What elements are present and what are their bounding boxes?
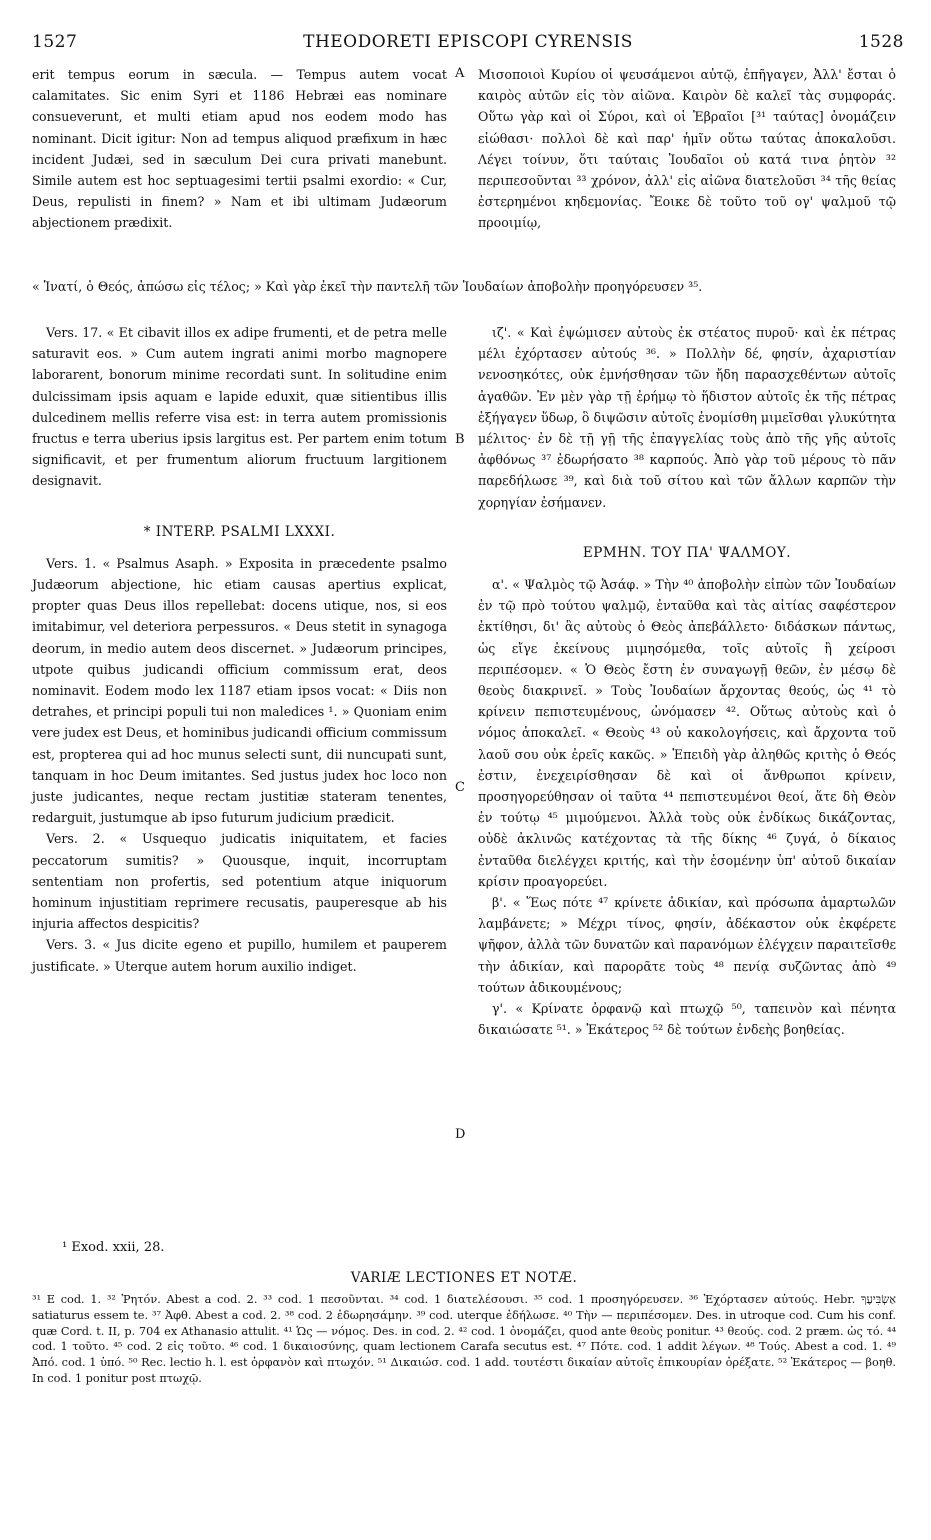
greek-paragraph: β'. « Ἕως πότε ⁴⁷ κρίνετε ἀδικίαν, καὶ πρόσωπα ἁμαρτωλῶν λαμβάνετε; » Μέχρι τίνος, φησίν, ἀδέκαστον οὐκ ἐκφέρετε ψῆφον, ἀλλὰ τῶν δυνατῶν καὶ παρανόμων ἐλέγχειν παραιτεῖσθε τὴν ἀδικίαν, καὶ παρορᾶτε τοὺς ⁴⁸ πενίᾳ συζῶντας ἀπὸ ⁴⁹ τούτων ἀδικουμένους; bbox=[478, 895, 896, 995]
margin-marker-c: C bbox=[455, 780, 465, 795]
margin-marker-b: B bbox=[455, 432, 465, 447]
greek-paragraph: γ'. « Κρίνατε ὀρφανῷ καὶ πτωχῷ ⁵⁰, ταπεινὸν καὶ πένητα δικαιώσατε ⁵¹. » Ἑκάτερος ⁵² δὲ τούτων ἐνδεὴς βοηθείας. bbox=[478, 1001, 896, 1038]
variant-readings bbox=[32, 1292, 896, 1387]
notes-heading: VARIÆ LECTIONES ET NOTÆ. bbox=[350, 1270, 578, 1286]
running-title: THEODORETI EPISCOPI CYRENSIS bbox=[303, 32, 633, 52]
greek-section-heading: ΕΡΜΗΝ. ΤΟΥ ΠΑ' ΨΑΛΜΟΥ. bbox=[582, 544, 792, 561]
greek-paragraph: ιζ'. « Καὶ ἐψώμισεν αὐτοὺς ἐκ στέατος πυροῦ· καὶ ἐκ πέτρας μέλι ἐχόρτασεν αὐτούς ³⁶. » Πολλὴν δέ, φησίν, ἀχαριστίαν νενοσηκότες, οὐκ ἐμνήσθησαν τῶν ἤδη παρασχεθέντων αὐτοῖς ἀγαθῶν. Ἐν μὲν γὰρ τῇ ἐρήμῳ τὸ ἥδιστον αὐτοῖς ἐκ τῆς πέτρας ἐξήγαγεν ὕδωρ, ὃ διψῶσιν αὐτοῖς ἐνομίσθη μιμεῖσθαι γλυκύτητα μέλιτος· ἐν δὲ τῇ γῇ τῆς ἐπαγγελίας τοὺς ἀπὸ τῆς γῆς αὐτοῖς ἀφθόνως ³⁷ ἐδωρήσατο ³⁸ καρπούς. Ἀπὸ γὰρ τοῦ μέρους τὸ πᾶν παρεδήλωσε ³⁹, καὶ διὰ τοῦ σίτου καὶ τῶν ἄλλων καρπῶν τὴν χορηγίαν ἐσήμανεν. bbox=[478, 325, 896, 510]
margin-marker-d: D bbox=[455, 1127, 466, 1142]
page bbox=[32, 28, 904, 56]
latin-paragraph: Vers. 17. « Et cibavit illos ex adipe frumenti, et de petra melle saturavit eos. » Cum autem ingrati animi morbo magnopere laborarent, bonorum minime recordati sunt. In solitudine enim dulcissimam ipsis aquam e lapide eduxit, quæ sitientibus illis dulcedinem mellis referre visa est: in terra autem promissionis fructus e terra uberius ipsis largitus est. Per partem enim totum significavit, et per frumentum aliorum fructuum largitionem designavit. bbox=[32, 325, 447, 489]
running-header bbox=[32, 28, 904, 56]
notes-text: ³¹ E cod. 1. ³² Ῥητόν. Abest a cod. 2. ³³ cod. 1 πεσοῦνται. ³⁴ cod. 1 διατελέσουσι. ³⁵ cod. 1 προσηγόρευσεν. ³⁶ Ἐχόρτασεν αὐτούς. Hebr. אַשְׂבִּיעֶךָ satiaturus essem te. ³⁷ Ἀφθ. Abest a cod. 2. ³⁸ cod. 2 ἐδωρησάμην. ³⁹ cod. uterque ἐδήλωσε. ⁴⁰ Τὴν — περιπέσομεν. Des. in utroque cod. Cum his conf. quæ Cord. t. II, p. 704 ex Athanasio attulit. ⁴¹ Ὡς — νόμος. Des. in cod. 2. ⁴² cod. 1 ὀνομάζει, quod ante θεοὺς ponitur. ⁴³ θεούς. cod. 2 præm. ὡς τό. ⁴⁴ cod. 1 τοῦτο. ⁴⁵ cod. 2 εἰς τοῦτο. ⁴⁶ cod. 1 δικαιοσύνης, quam lectionem Carafa secutus est. ⁴⁷ Πότε. cod. 1 addit λέγων. ⁴⁸ Τούς. Abest a cod. 1. ⁴⁹ Ἀπό. cod. 1 ὑπό. ⁵⁰ Rec. lectio h. l. est ὀρφανὸν καὶ πτωχόν. ⁵¹ Δικαιώσ. cod. 1 add. τουτέστι δικαίαν αὐτοῖς ἐπικουρίαν ὀρέξατε. ⁵² Ἑκάτερος — βοηθ. In cod. 1 ponitur post πτωχῷ. bbox=[32, 1293, 896, 1385]
greek-paragraph: Μισοποιοὶ Κυρίου οἱ ψευσάμενοι αὐτῷ, ἐπῆγαγεν, Ἀλλ' ἔσται ὁ καιρὸς αὐτῶν εἰς τὸν αἰῶνα. Καιρὸν δὲ καλεῖ τὰς συμφοράς. Οὕτω γὰρ καὶ οἱ Σύροι, καὶ οἱ Ἑβραῖοι [³¹ ταύτας] ὀνομάζειν εἰώθασι· πολλοὶ δὲ καὶ παρ' ἡμῖν οὕτω ταύτας ἀποκαλοῦσι. Λέγει τοίνυν, ὅτι ταύταις Ἰουδαῖοι οὐ κατά τινα ῥητὸν ³² περιπεσοῦνται ³³ χρόνον, ἀλλ' εἰς αἰῶνα διατελοῦσι ³⁴ τῆς θείας ἐστερημένοι κηδεμονίας. Ἔοικε δὲ τοῦτο τοῦ ογ' ψαλμοῦ τῷ προοιμίῳ, bbox=[478, 67, 896, 231]
greek-column-top bbox=[478, 64, 896, 234]
full-width-line: « Ἱνατί, ὁ Θεός, ἀπώσω εἰς τέλος; » Καὶ γὰρ ἐκεῖ τὴν παντελῆ τῶν Ἰουδαίων ἀποβολὴν προηγόρευσεν ³⁵. bbox=[32, 279, 703, 294]
greek-paragraph: α'. « Ψαλμὸς τῷ Ἀσάφ. » Τὴν ⁴⁰ ἀποβολὴν εἰπὼν τῶν Ἰουδαίων ἐν τῷ πρὸ τούτου ψαλμῷ, ἐνταῦθα καὶ τὰς αἰτίας σαφέστερον ἐκτίθησι, δι' ἃς αὐτοὺς ὁ Θεὸς ἀπεβάλλετο· διδάσκων πάντως, ὡς εἴγε ἐκείνους μιμησόμεθα, τοῖς αὐτοῖς ἢ χείροσι περιπέσομεν. « Ὁ Θεὸς ἔστη ἐν συναγωγῇ θεῶν, ἐν μέσῳ δὲ θεοὺς διακρινεῖ. » Τοὺς Ἰουδαίων ἄρχοντας θεούς, ὡς ⁴¹ τὸ κρίνειν πεπιστευμένους, ὠνόμασεν ⁴². Οὕτως αὐτοὺς καὶ ὁ νόμος ἀποκαλεῖ. « Θεοὺς ⁴³ οὐ κακολογήσεις, καὶ ἄρχοντα τοῦ λαοῦ σου οὐκ ἐρεῖς κακῶς. » Ἐπειδὴ γὰρ ἀληθῶς κριτὴς ὁ Θεός ἐστιν, ἐνεχειρίσθησαν δὲ καὶ οἱ ἄνθρωποι κρίνειν, προσηγορεύθησαν οἱ ταῦτα ⁴⁴ πεπιστευμένοι θεοί, ἅτε δὴ Θεὸν ἐν τούτῳ ⁴⁵ μιμούμενοι. Ἀλλὰ τοὺς οὐκ ἐνδίκως δικάζοντας, οὐδὲ ἀκλινῶς κατέχοντας τὰ τῆς δίκης ⁴⁶ ζυγά, ὁ δίκαιος ἐνταῦθα διελέγχει κριτής, καὶ τὴν ἐσομένην ὑπ' αὐτοῦ δικαίαν κρίσιν προαγορεύει. bbox=[478, 577, 896, 889]
page-number-left: 1527 bbox=[32, 32, 78, 52]
margin-marker-a: A bbox=[455, 66, 465, 81]
page-number-right: 1528 bbox=[858, 32, 904, 52]
latin-paragraph: Vers. 2. « Usquequo judicatis iniquitatem, et facies peccatorum sumitis? » Quousque, inquit, incorruptam sententiam non profertis, sed potentium atque iniquorum hominum injustitiam reprimere recusatis, pauperesque ab his injuria affectos despicitis? bbox=[32, 831, 447, 932]
latin-column-top bbox=[32, 64, 447, 234]
latin-section-heading: * INTERP. PSALMI LXXXI. bbox=[143, 523, 336, 540]
latin-paragraph: erit tempus eorum in sæcula. — Tempus autem vocat calamitates. Sic enim Syri et 1186 Hebræi eas nominare consueverunt, et multi etiam apud nos eodem modo has nominant. Dicit igitur: Non ad tempus aliquod præfixum in hæc incident Judæi, sed in sæculum Dei cura privati manebunt. Simile autem est hoc septuagesimi tertii psalmi exordio: « Cur, Deus, repulisti in finem? » Nam et ibi ultimam Judæorum abjectionem prædixit. bbox=[32, 67, 447, 231]
greek-column-main bbox=[478, 322, 896, 1041]
latin-column-main bbox=[32, 322, 447, 977]
latin-paragraph: Vers. 3. « Jus dicite egeno et pupillo, humilem et pauperem justificate. » Uterque autem horum auxilio indiget. bbox=[32, 937, 447, 974]
footnote: ¹ Exod. xxii, 28. bbox=[62, 1240, 165, 1255]
latin-paragraph: Vers. 1. « Psalmus Asaph. » Exposita in præcedente psalmo Judæorum abjectione, hic etiam causas apertius explicat, propter quas Deus illos repellebat: docens utique, nos, si eos imitabimur, vel deteriora perpessuros. « Deus stetit in synagoga deorum, in medio autem deos discernet. » Judæorum principes, utpote quibus judicandi officium commissum erat, deos nominavit. Eodem modo lex 1187 etiam ipsos vocat: « Diis non detrahes, et principi populi tui non maledices ¹. » Quoniam enim vere judex est Deus, et hominibus judicandi officium commissum est, propterea qui ad hoc munus selecti sunt, dii nuncupati sunt, tanquam in hoc Deum imitantes. Sed justus judex hoc loco non juste judicantes, neque rectam justitiæ stateram tenentes, redarguit, justumque ab ipso futurum judicium prædicit. bbox=[32, 555, 447, 826]
